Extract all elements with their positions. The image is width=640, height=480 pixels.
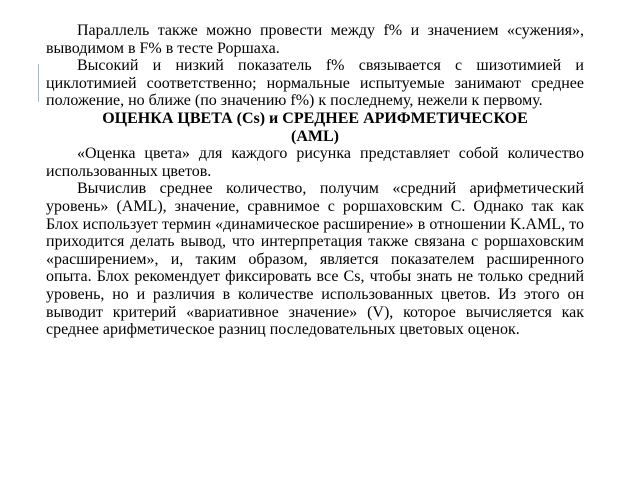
paragraph-color-score: «Оценка цвета» для каждого рисунка представляет собой количество использованных цветов. — [46, 145, 584, 180]
paragraph-parallel-f-percent: Параллель также можно провести между f% и значением «сужения», выводимом в F% в тесте Роршаха. — [46, 22, 584, 57]
paragraph-aml-calculation: Вычислив среднее количество, получим «средний арифметический уровень» (AML), значение, сравнимое с роршаховским С. Однако так как Блох использует термин «динамическое расширение» в отношении K.AML, то приходится делать вывод, что интерпретация также связана с роршаховским «расширением», и, таким образом, является показателем расширенного опыта. Блох рекомендует фиксировать все Cs, чтобы знать не только средний уровень, но и различия в количестве использованных цветов. Из этого он выводит критерий «вариативное значение» (V), которое вычисляется как среднее арифметическое разниц последовательных цветовых оценок. — [46, 180, 584, 339]
margin-line — [38, 64, 39, 102]
document-page — [46, 22, 584, 339]
paragraph-high-low-f-percent: Высокий и низкий показатель f% связывается с шизотимией и циклотимией соответственно; нормальные испытуемые занимают среднее положение, но ближе (по значению f%) к последнему, нежели к первому. — [46, 57, 584, 110]
section-heading: ОЦЕНКА ЦВЕТА (Cs) и СРЕДНЕЕ АРИФМЕТИЧЕСКОЕ (AML) — [102, 109, 528, 145]
